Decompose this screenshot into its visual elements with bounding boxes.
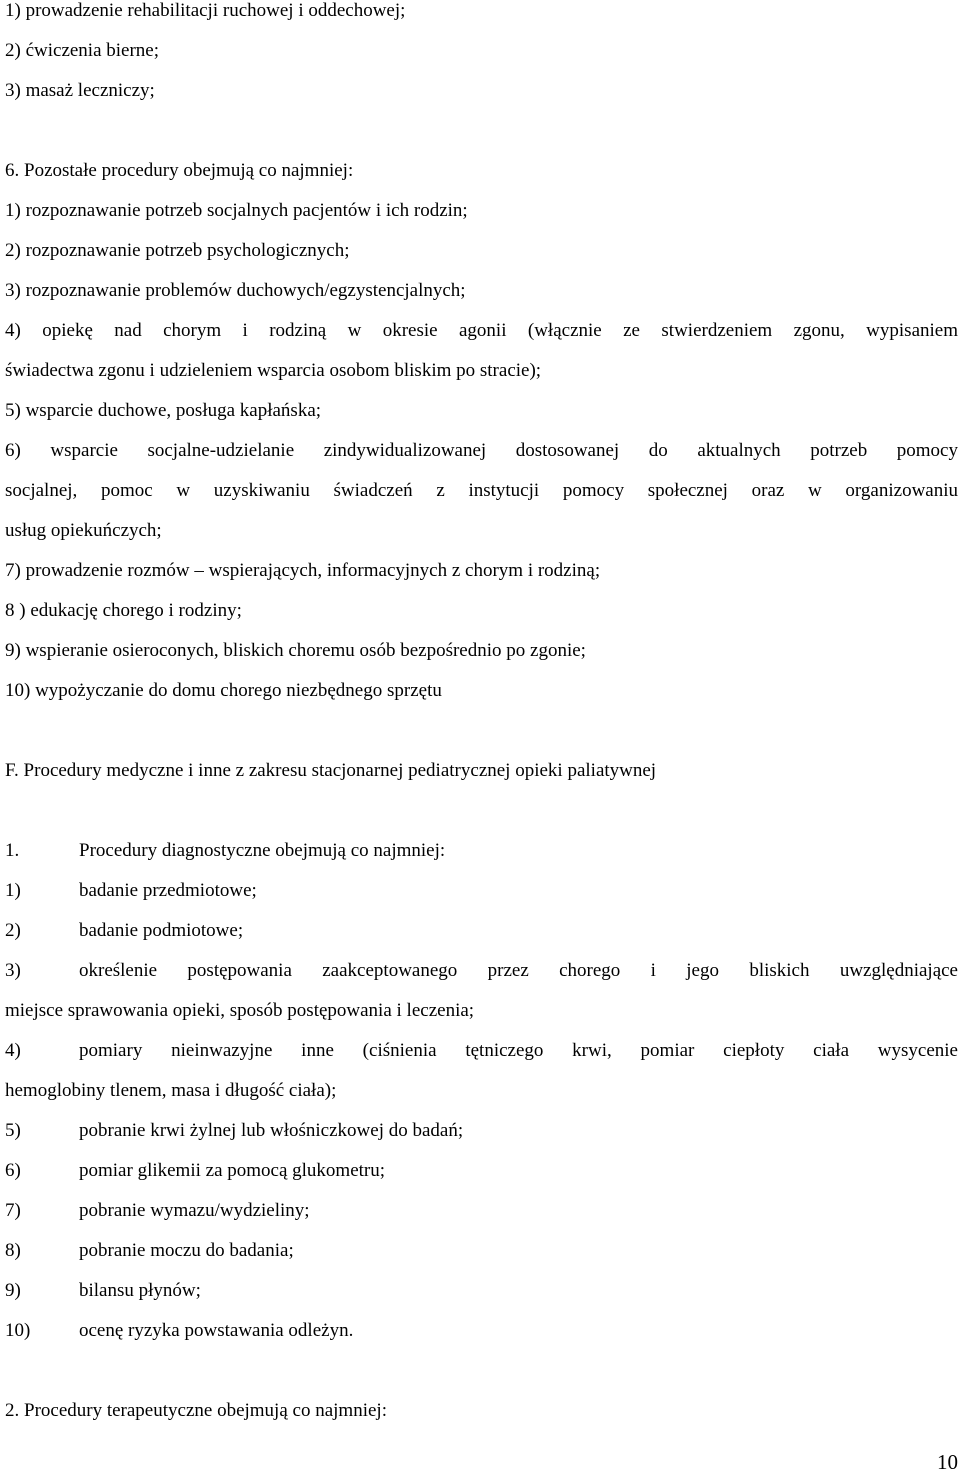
- subsection-number: 1.: [5, 840, 20, 861]
- item-text: pomiary nieinwazyjne inne (ciśnienia tętniczego krwi, pomiar ciepłoty ciała wysycenie: [79, 1040, 958, 1061]
- item-number: 6): [5, 1160, 21, 1181]
- list-item: [5, 1040, 958, 1062]
- list-item: 1) prowadzenie rehabilitacji ruchowej i oddechowej;: [5, 0, 406, 21]
- item-text: badanie podmiotowe;: [79, 920, 244, 941]
- item-text: określenie postępowania zaakceptowanego przez chorego i jego bliskich uwzględniające: [79, 960, 958, 981]
- item-text: pomiar glikemii za pomocą glukometru;: [79, 1160, 386, 1181]
- list-item: [5, 1240, 294, 1262]
- item-number: 1): [5, 880, 21, 901]
- list-item: [5, 880, 257, 902]
- item-number: 5): [5, 1120, 21, 1141]
- list-item: [5, 1280, 201, 1302]
- list-item: 8 ) edukację chorego i rodziny;: [5, 600, 242, 621]
- list-item: [5, 1160, 385, 1182]
- subsection-heading: 2. Procedury terapeutyczne obejmują co najmniej:: [5, 1400, 387, 1421]
- item-number: 7): [5, 1200, 21, 1221]
- list-item: 3) rozpoznawanie problemów duchowych/egzystencjalnych;: [5, 280, 466, 301]
- list-item: 1) rozpoznawanie potrzeb socjalnych pacjentów i ich rodzin;: [5, 200, 468, 221]
- item-number: 2): [5, 920, 21, 941]
- subsection-heading: [5, 840, 445, 862]
- list-item: [5, 1200, 310, 1222]
- list-item: [5, 1120, 463, 1142]
- item-text: badanie przedmiotowe;: [79, 880, 257, 901]
- item-number: 9): [5, 1280, 21, 1301]
- item-number: 10): [5, 1320, 31, 1341]
- list-item-continuation: usług opiekuńczych;: [5, 520, 162, 541]
- list-item: 10) wypożyczanie do domu chorego niezbędnego sprzętu: [5, 680, 442, 701]
- item-number: 8): [5, 1240, 21, 1261]
- section-heading: F. Procedury medyczne i inne z zakresu stacjonarnej pediatrycznej opieki paliatywnej: [5, 760, 657, 781]
- list-item: [5, 960, 958, 982]
- subsection-title: Procedury diagnostyczne obejmują co najmniej:: [79, 840, 446, 861]
- item-text: ocenę ryzyka powstawania odleżyn.: [79, 1320, 354, 1341]
- page-number: 10: [937, 1450, 958, 1474]
- item-number: 3): [5, 960, 21, 981]
- list-item: 9) wspieranie osieroconych, bliskich choremu osób bezpośrednio po zgonie;: [5, 640, 586, 661]
- list-item: 3) masaż leczniczy;: [5, 80, 155, 101]
- item-text: pobranie wymazu/wydzieliny;: [79, 1200, 310, 1221]
- list-item: [5, 920, 243, 942]
- item-text: bilansu płynów;: [79, 1280, 201, 1301]
- list-item-continuation: hemoglobiny tlenem, masa i długość ciała);: [5, 1080, 337, 1101]
- item-text: pobranie moczu do badania;: [79, 1240, 294, 1261]
- item-text: pobranie krwi żylnej lub włośniczkowej do badań;: [79, 1120, 464, 1141]
- list-item-continuation: socjalnej, pomoc w uzyskiwaniu świadczeń z instytucji pomocy społecznej oraz w organizowaniu: [5, 480, 958, 501]
- list-item: 2) rozpoznawanie potrzeb psychologicznych;: [5, 240, 350, 261]
- list-item: 5) wsparcie duchowe, posługa kapłańska;: [5, 400, 322, 421]
- list-item: 2) ćwiczenia bierne;: [5, 40, 160, 61]
- list-item: 6) wsparcie socjalne-udzielanie zindywidualizowanej dostosowanej do aktualnych potrzeb pomocy: [5, 440, 958, 461]
- item-number: 4): [5, 1040, 21, 1061]
- list-item: [5, 1320, 353, 1342]
- section-heading: 6. Pozostałe procedury obejmują co najmniej:: [5, 160, 354, 181]
- list-item: 4) opiekę nad chorym i rodziną w okresie agonii (włącznie ze stwierdzeniem zgonu, wypisaniem: [5, 320, 958, 341]
- list-item-continuation: świadectwa zgonu i udzieleniem wsparcia osobom bliskim po stracie);: [5, 360, 542, 381]
- list-item-continuation: miejsce sprawowania opieki, sposób postępowania i leczenia;: [5, 1000, 475, 1021]
- list-item: 7) prowadzenie rozmów – wspierających, informacyjnych z chorym i rodziną;: [5, 560, 601, 581]
